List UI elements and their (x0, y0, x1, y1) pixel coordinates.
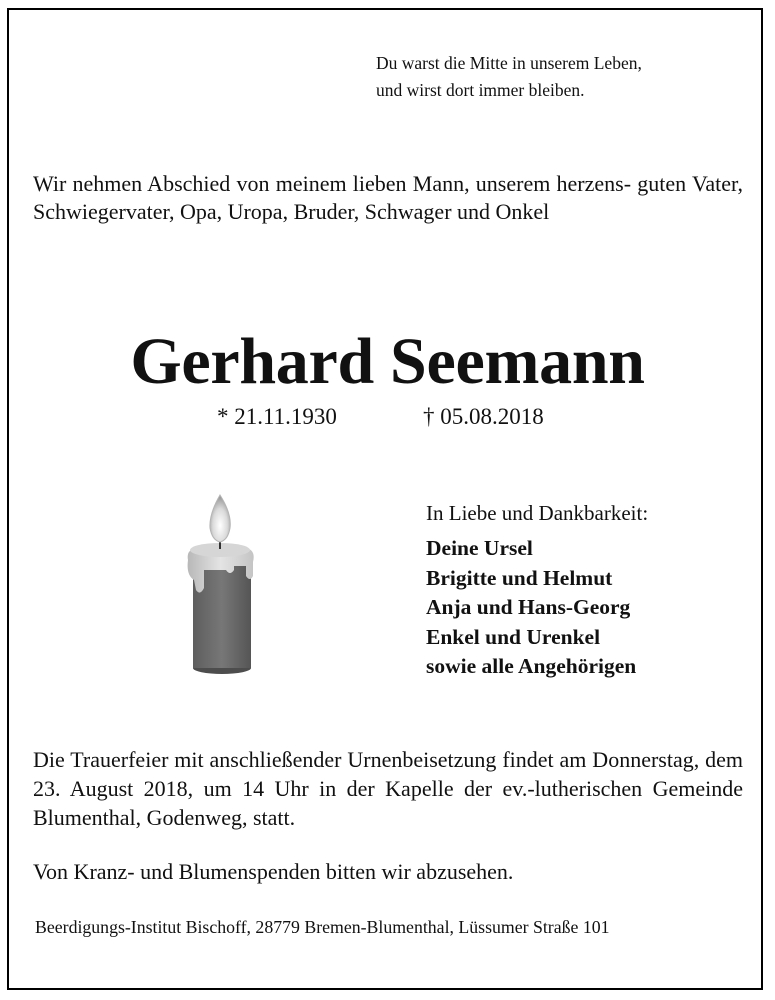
motto-line-1: Du warst die Mitte in unserem Leben, (376, 53, 642, 73)
mourners-list (426, 534, 636, 682)
candle-icon (176, 490, 266, 680)
mourner-name: sowie alle Angehörigen (426, 654, 637, 678)
mourner-name: Brigitte und Helmut (426, 565, 613, 590)
mourner-name: Enkel und Urenkel (426, 624, 601, 649)
funeral-service-text: Die Trauerfeier mit anschließender Urnenbeisetzung findet am Donnerstag, dem 23. August 2018, um 14 Uhr in der Kapelle der ev.-lutherischen Gemeinde Blumenthal, Godenweg, statt. (33, 747, 743, 830)
birth-date: * 21.11.1930 (217, 404, 337, 429)
death-date: † 05.08.2018 (423, 404, 544, 429)
funeral-home-footer: Beerdigungs-Institut Bischoff, 28779 Bremen-Blumenthal, Lüssumer Straße 101 (35, 917, 610, 937)
motto-verse (376, 50, 736, 104)
flower-donation-note: Von Kranz- und Blumenspenden bitten wir abzusehen. (33, 859, 514, 884)
mourner-name: Anja und Hans-Georg (426, 595, 631, 619)
motto-line-2: und wirst dort immer bleiben. (376, 80, 585, 100)
obituary-frame (7, 8, 763, 990)
deceased-name: Gerhard Seemann (130, 325, 645, 398)
mourner-name: Deine Ursel (426, 536, 533, 560)
farewell-intro-text: Wir nehmen Abschied von meinem lieben Mann, unserem herzens- guten Vater, Schwiegervater, Opa, Uropa, Bruder, Schwager und Onkel (33, 171, 743, 224)
mourners-intro: In Liebe und Dankbarkeit: (426, 501, 649, 525)
